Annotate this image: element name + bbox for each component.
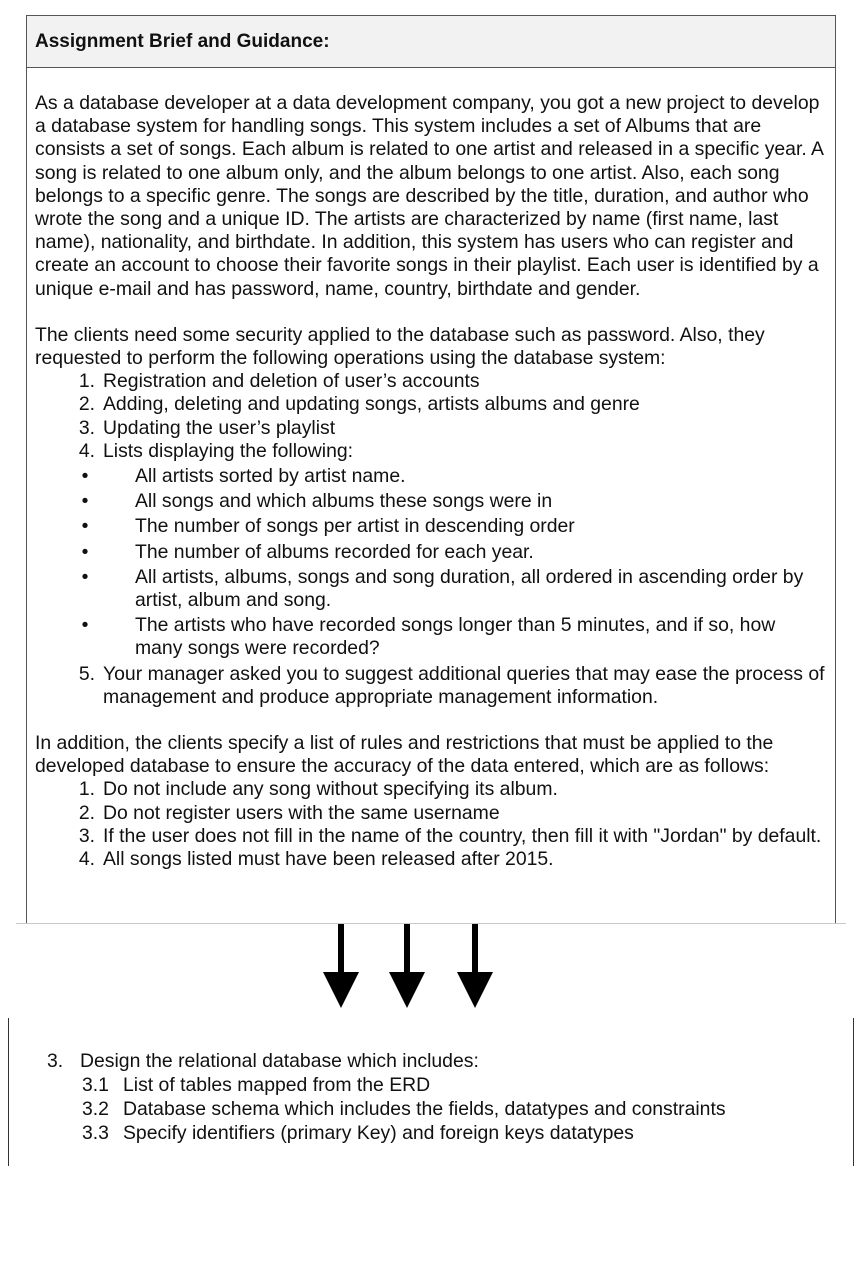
task-item [47,1049,479,1073]
rules-list [35,778,827,871]
bullet-icon: • [81,490,89,513]
subtask-number: 3.2 [82,1098,109,1120]
arrow-head [323,972,359,1008]
item-text: Do not register users with the same username [103,801,500,824]
bullet-icon: • [81,465,89,488]
subtask-text: Database schema which includes the fields, datatypes and constraints [123,1098,726,1120]
operations-list [35,370,827,463]
item-number: 1. [78,370,95,393]
bullet-item [35,566,827,612]
subtask-item [82,1073,430,1097]
item-text: Updating the user’s playlist [103,416,336,439]
arrow-shaft [472,924,478,978]
list-item [35,778,827,801]
subtask-number: 3.3 [82,1122,109,1144]
bullet-item [35,614,827,660]
bullet-item [35,541,827,564]
item-text: All songs listed must have been released after 2015. [103,848,554,871]
brief-body [27,68,835,871]
list-item [35,848,827,871]
item-number: 1. [78,778,95,801]
item-text: If the user does not fill in the name of the country, then fill it with "Jordan" by default. [103,824,822,847]
bullet-icon: • [81,565,89,588]
bullet-icon: • [81,515,89,538]
security-paragraph: The clients need some security applied to the database such as password. Also, they requested to perform the following operations using the database system: [35,323,765,370]
item-number: 4. [78,848,95,871]
item-text: Do not include any song without specifying its album. [103,778,558,801]
arrow-shaft [338,924,344,978]
bullet-icon: • [81,614,89,637]
list-item [35,440,827,463]
item-text: Your manager asked you to suggest additional queries that may ease the process of management and produce appropriate management information. [103,662,825,708]
list-item [35,802,827,825]
item-number: 4. [78,439,95,462]
item-text: Lists displaying the following: [103,439,354,462]
subtask-text: Specify identifiers (primary Key) and foreign keys datatypes [123,1122,634,1144]
item-number: 2. [78,393,95,416]
bullet-text: All artists, albums, songs and song duration, all ordered in ascending order by artist, album and song. [135,565,804,612]
list-item [35,393,827,416]
item-text: Registration and deletion of user’s accounts [103,370,480,393]
bullet-item [35,490,827,513]
list-item [35,370,827,393]
operations-list-continued [35,663,827,709]
assignment-brief-box [26,15,836,923]
intro-paragraph: As a database developer at a data development company, you got a new project to develop a database system for handling songs. This system includes a set of Albums that are consists a set of songs. Each album is related to one artist and released in a specific year. A song is related to one album only, and the album belongs to one artist. Also, each song belongs to a specific genre. The songs are described by the title, duration, and author who wrote the song and a unique ID. The artists are characterized by name (first name, last name), nationality, and birthdate. In addition, this system has users who can register and create an account to choose their favorite songs in their playlist. Each user is identified by a unique e-mail and has password, name, country, birthdate and gender. [35,92,823,300]
brief-title: Assignment Brief and Guidance: [27,16,835,68]
subtask-number: 3.1 [82,1074,109,1096]
rules-paragraph: In addition, the clients specify a list of rules and restrictions that must be applied to the developed database to ensure the accuracy of the data entered, which are as follows: [35,732,774,778]
bullet-text: All songs and which albums these songs were in [135,490,553,513]
bullet-text: The artists who have recorded songs longer than 5 minutes, and if so, how many songs were recorded? [135,614,776,660]
subtask-item [82,1097,726,1121]
bullet-item [35,515,827,538]
list-item [35,663,827,709]
item-number: 3. [78,824,95,847]
arrow-head [389,972,425,1008]
arrow-shaft [404,924,410,978]
list-item [35,417,827,440]
item-text: Adding, deleting and updating songs, artists albums and genre [103,393,640,416]
bullet-text: All artists sorted by artist name. [135,465,406,488]
task-section [8,1018,854,1166]
item-number: 2. [78,801,95,824]
display-lists [35,465,827,661]
task-number: 3. [47,1050,64,1072]
list-item [35,825,827,848]
task-text: Design the relational database which includes: [80,1050,479,1072]
subtask-text: List of tables mapped from the ERD [123,1074,431,1096]
subtask-item [82,1121,634,1145]
bullet-text: The number of albums recorded for each year. [135,540,534,563]
bullet-item [35,465,827,488]
arrow-head [457,972,493,1008]
item-number: 3. [78,416,95,439]
item-number: 5. [78,662,95,685]
down-arrows-icon [318,924,498,1010]
bullet-icon: • [81,540,89,563]
bullet-text: The number of songs per artist in descending order [135,515,575,538]
